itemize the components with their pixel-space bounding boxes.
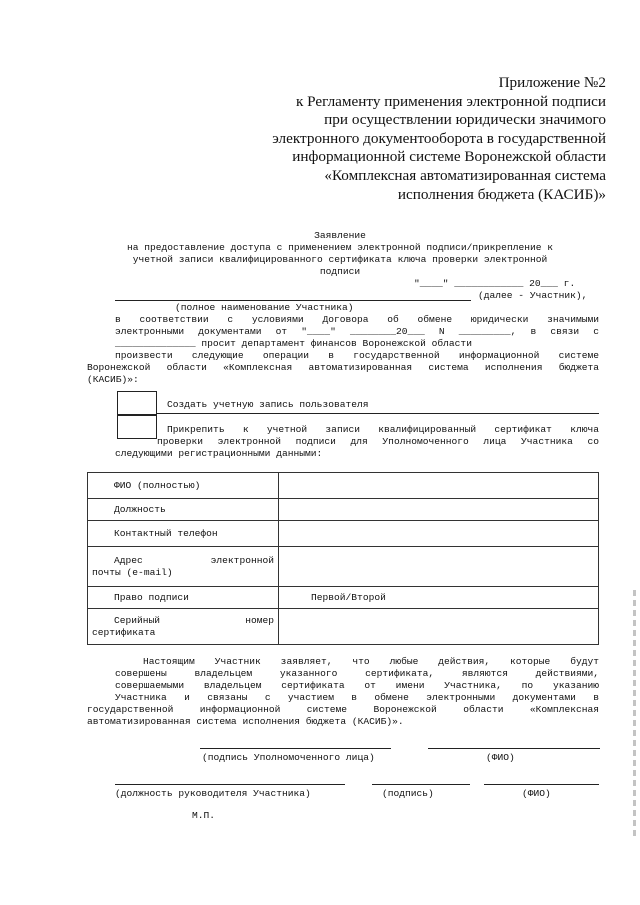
participant-suffix: (далее - Участник), [478,290,588,301]
intro-line: Воронежской области «Комплексная автоматизированная система исполнения бюджета [87,362,599,373]
email-label-part: почты (e-mail) [92,566,173,578]
table-row [88,609,599,645]
auth-signature-caption: (подпись Уполномоченного лица) [202,752,375,763]
annex-line: исполнения бюджета (КАСИБ)» [397,185,606,203]
create-account-label: Создать учетную запись пользователя [167,399,369,410]
email-value-cell[interactable] [279,547,599,587]
statement-line: Участника и связаны с участием в обмене электронными документами в [115,692,599,703]
auth-fio-line[interactable] [428,748,600,749]
annex-header [272,74,606,204]
fio-value-cell[interactable] [279,473,599,499]
attach-label: следующими регистрационными данными: [115,448,323,459]
serial-label-part: сертификата [92,626,156,638]
intro-line: (КАСИБ)»: [87,374,139,385]
phone-label: Контактный телефон [88,521,279,547]
document-title: Заявление [314,230,366,241]
table-row [88,473,599,499]
serial-label-part: номер [245,614,274,626]
option-divider [157,413,599,414]
statement-line: автоматизированная система исполнения бюджета (КАСИБ)». [87,716,404,727]
participant-name-line[interactable] [115,300,471,301]
statement-line: государственной информационной системе Воронежской области «Комплексная [87,704,599,715]
head-fio-caption: (ФИО) [522,788,551,799]
annex-line: к Регламенту применения электронной подписи [295,92,606,110]
head-position-line[interactable] [115,784,345,785]
title-line: подписи [319,266,361,277]
email-label [88,547,279,587]
table-row [88,521,599,547]
attach-label: проверки электронной подписи для Уполномоченного лица Участника со [157,436,599,447]
intro-line: в соответствии с условиями Договора об обмене юридически значимыми [115,314,599,325]
head-position-caption: (должность руководителя Участника) [115,788,311,799]
auth-signature-line[interactable] [200,748,391,749]
position-label: Должность [88,499,279,521]
intro-line: электронными документами от "____" ________20___ N _________, в связи с [115,326,599,337]
title-line: учетной записи квалифицированного сертификата ключа проверки электронной [132,254,548,265]
seal-placeholder: М.П. [192,810,216,821]
head-signature-line[interactable] [372,784,470,785]
annex-line: информационной системе Воронежской области [292,148,606,166]
sign-right-value: Первой/Второй [279,587,599,609]
annex-line: при осуществлении юридически значимого [324,111,606,129]
scan-edge-artifact [633,590,636,840]
table-row [88,587,599,609]
annex-line: Приложение №2 [498,74,606,91]
statement-line: Настоящим Участник заявляет, что любые действия, которые будут [143,656,599,667]
sign-right-label: Право подписи [88,587,279,609]
position-value-cell[interactable] [279,499,599,521]
email-label-part: электронной [210,554,274,566]
fio-label: ФИО (полностью) [88,473,279,499]
serial-label-part: Серийный [114,614,161,626]
intro-line: произвести следующие операции в государственной информационной системе [115,350,599,361]
date-field[interactable]: "____" ____________ 20___ г. [414,278,576,289]
registration-table [87,472,599,645]
statement-line: совершены владельцем указанного сертификата, являются действиями, [115,668,599,679]
intro-line: ______________ просит департамент финансов Воронежской области [115,338,472,349]
attach-label: Прикрепить к учетной записи квалифицированный сертификат ключа [167,424,599,435]
head-signature-caption: (подпись) [382,788,434,799]
table-row [88,499,599,521]
annex-line: «Комплексная автоматизированная система [324,166,606,184]
statement-line: совершаемыми владельцем сертификата от имени Участника, по указанию [115,680,599,691]
annex-line: электронного документооборота в государственной [272,129,606,147]
auth-fio-caption: (ФИО) [486,752,515,763]
serial-label [88,609,279,645]
attach-certificate-checkbox[interactable] [117,415,157,439]
table-row [88,547,599,587]
head-fio-line[interactable] [484,784,599,785]
create-account-checkbox[interactable] [117,391,157,415]
title-line: на предоставление доступа с применением электронной подписи/прикрепление к [126,242,554,253]
email-label-part: Адрес [114,554,143,566]
phone-value-cell[interactable] [279,521,599,547]
serial-value-cell[interactable] [279,609,599,645]
participant-caption: (полное наименование Участника) [175,302,354,313]
